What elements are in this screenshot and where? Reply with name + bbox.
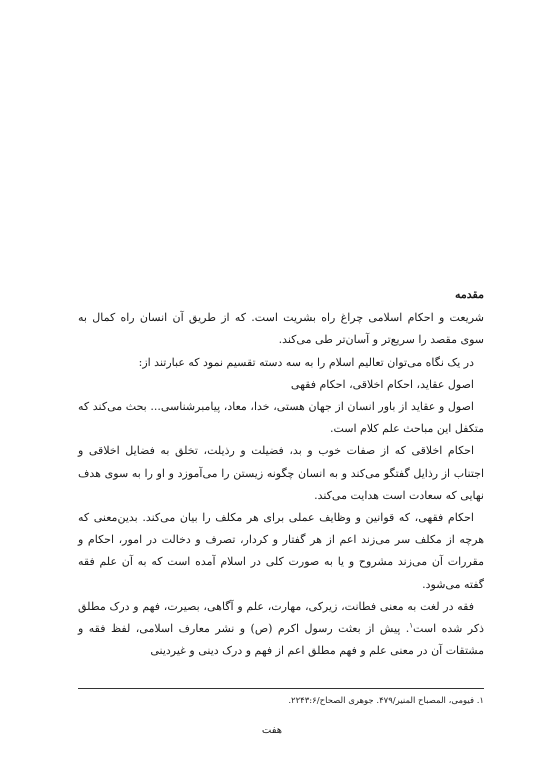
paragraph-division: در یک نگاه می‌توان تعالیم اسلام را به سه دسته تقسیم نمود که عبارتند از: <box>138 355 474 369</box>
fiqh-text-part-1: فقه در لغت به معنی فطانت، زیرکی، مهارت، علم و آگاهی، بصیرت، فهم و درک مطلق ذکر شده است <box>78 599 484 636</box>
page-number: هفت <box>261 725 283 736</box>
paragraph-ethics: احکام اخلاقی که از صفات خوب و بد، فضیلت و رذیلت، تخلق به فضایل اخلاقی و اجتناب از رذایل گفتگو می‌کند و به انسان چگونه زیستن را می‌آموزد و او را به سوی هدف نهایی که سعادت است هدایت می‌کند. <box>78 444 484 502</box>
fiqh-text-part-2: . پیش از بعثت رسول اکرم (ص) و نشر معارف اسلامی، لفظ فقه و مشتقات آن در معنی علم و فهم مطلق اعم از فهم و درک دینی و غیردینی <box>78 622 484 658</box>
footnote-marker[interactable]: ۱ <box>409 621 414 630</box>
paragraph-intro: شریعت و احکام اسلامی چراغ راه بشریت است. که از طریق آن انسان راه کمال به سوی مقصد را سریع‌تر و آسان‌تر طی می‌کند. <box>78 311 484 347</box>
paragraph-categories: اصول عقاید، احکام اخلاقی، احکام فقهی <box>290 377 474 391</box>
section-heading: مقدمه <box>454 288 484 301</box>
paragraph-beliefs: اصول و عقاید از باور انسان از جهان هستی، خدا، معاد، پیامبرشناسی... بحث می‌کند که متکفل این مباحث علم کلام است. <box>78 400 484 436</box>
paragraph-jurisprudence: احکام فقهی، که قوانین و وظایف عملی برای هر مکلف را بیان می‌کند. بدین‌معنی که هرچه از مکلف سر می‌زند اعم از هر گفتار و کردار، تصرف و دخالت در امور، احکام و مقررات آن می‌زند مشروح و یا به صورت کلی در اسلام آمده است که به آن علم فقه گفته می‌شود. <box>78 511 484 591</box>
paragraph-fiqh-definition <box>78 596 484 663</box>
footnote-divider <box>78 688 484 689</box>
footnote: ۱. فیومی، المصباح المنیر/۴۷۹. جوهری الصحاح/۲۲۴۳:۶. <box>288 696 484 706</box>
page-body <box>78 284 484 662</box>
